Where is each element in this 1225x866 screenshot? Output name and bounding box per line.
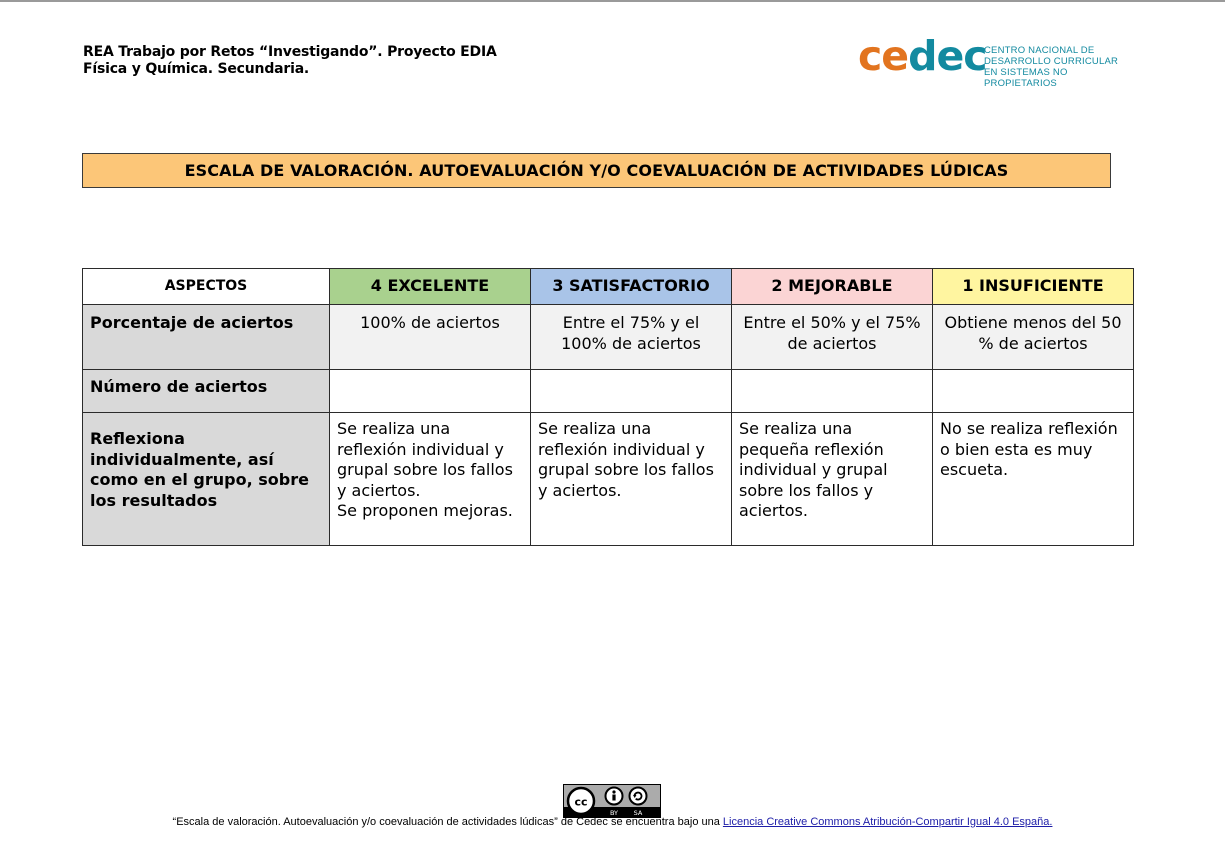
logo-word-part-1: ce <box>858 32 909 80</box>
license-link[interactable]: Licencia Creative Commons Atribución-Compartir Igual 4.0 España. <box>722 816 1053 828</box>
logo-sub-line-1: CENTRO NACIONAL DE <box>984 45 1095 56</box>
cc-badge-sa: SA <box>633 809 643 817</box>
cell-percentage-l2: Entre el 50% y el 75% de aciertos <box>732 305 933 370</box>
header-level-2: 2 MEJORABLE <box>732 269 933 305</box>
logo-sub-line-3: EN SISTEMAS NO PROPIETARIOS <box>984 67 1068 89</box>
cell-number-l3 <box>531 370 732 413</box>
table-header-row <box>83 269 1134 305</box>
table-row <box>83 370 1134 413</box>
aspect-number-correct: Número de aciertos <box>83 370 330 413</box>
top-rule <box>0 0 1225 2</box>
cell-reflection-l3: Se realiza una reflexión individual y grupal sobre los fallos y aciertos. <box>531 413 732 546</box>
cell-reflection-l4-line-2: Se proponen mejoras. <box>337 501 513 520</box>
header-level-4: 4 EXCELENTE <box>330 269 531 305</box>
cell-reflection-l2: Se realiza una pequeña reflexión individual y grupal sobre los fallos y aciertos. <box>732 413 933 546</box>
rubric-table <box>82 268 1134 546</box>
cell-reflection-l4-line-1: Se realiza una reflexión individual y grupal sobre los fallos y aciertos. <box>337 419 513 500</box>
cell-percentage-l4: 100% de aciertos <box>330 305 531 370</box>
header-level-1: 1 INSUFICIENTE <box>933 269 1134 305</box>
cell-number-l4 <box>330 370 531 413</box>
cedec-logo <box>858 32 1128 89</box>
license-text: “Escala de valoración. Autoevaluación y/o coevaluación de actividades lúdicas” de Cedec se encuentra bajo una <box>172 816 723 828</box>
cedec-logo-subtitle <box>984 45 1128 89</box>
aspect-percentage: Porcentaje de aciertos <box>83 305 330 370</box>
header-line-1: REA Trabajo por Retos “Investigando”. Proyecto EDIA <box>83 44 497 60</box>
cell-percentage-l1: Obtiene menos del 50 % de aciertos <box>933 305 1134 370</box>
svg-text:cc: cc <box>574 795 588 809</box>
cell-percentage-l3: Entre el 75% y el 100% de aciertos <box>531 305 732 370</box>
header-level-3: 3 SATISFACTORIO <box>531 269 732 305</box>
logo-sub-line-2: DESARROLLO CURRICULAR <box>984 56 1119 67</box>
cell-number-l2 <box>732 370 933 413</box>
page-title: ESCALA DE VALORACIÓN. AUTOEVALUACIÓN Y/O COEVALUACIÓN DE ACTIVIDADES LÚDICAS <box>82 153 1111 188</box>
document-header <box>83 44 497 78</box>
cedec-logo-word <box>858 31 987 81</box>
cell-number-l1 <box>933 370 1134 413</box>
cell-reflection-l4 <box>330 413 531 546</box>
cell-reflection-l1: No se realiza reflexión o bien esta es muy escueta. <box>933 413 1134 546</box>
logo-word-part-2: dec <box>908 32 987 80</box>
aspect-reflection: Reflexiona individualmente, así como en el grupo, sobre los resultados <box>83 413 330 546</box>
cc-by-sa-icon[interactable] <box>563 784 661 818</box>
table-row <box>83 305 1134 370</box>
header-aspects: ASPECTOS <box>83 269 330 305</box>
license-footer <box>0 816 1225 828</box>
header-line-2: Física y Química. Secundaria. <box>83 61 310 77</box>
cc-badge-by: BY <box>609 809 619 817</box>
table-row <box>83 413 1134 546</box>
